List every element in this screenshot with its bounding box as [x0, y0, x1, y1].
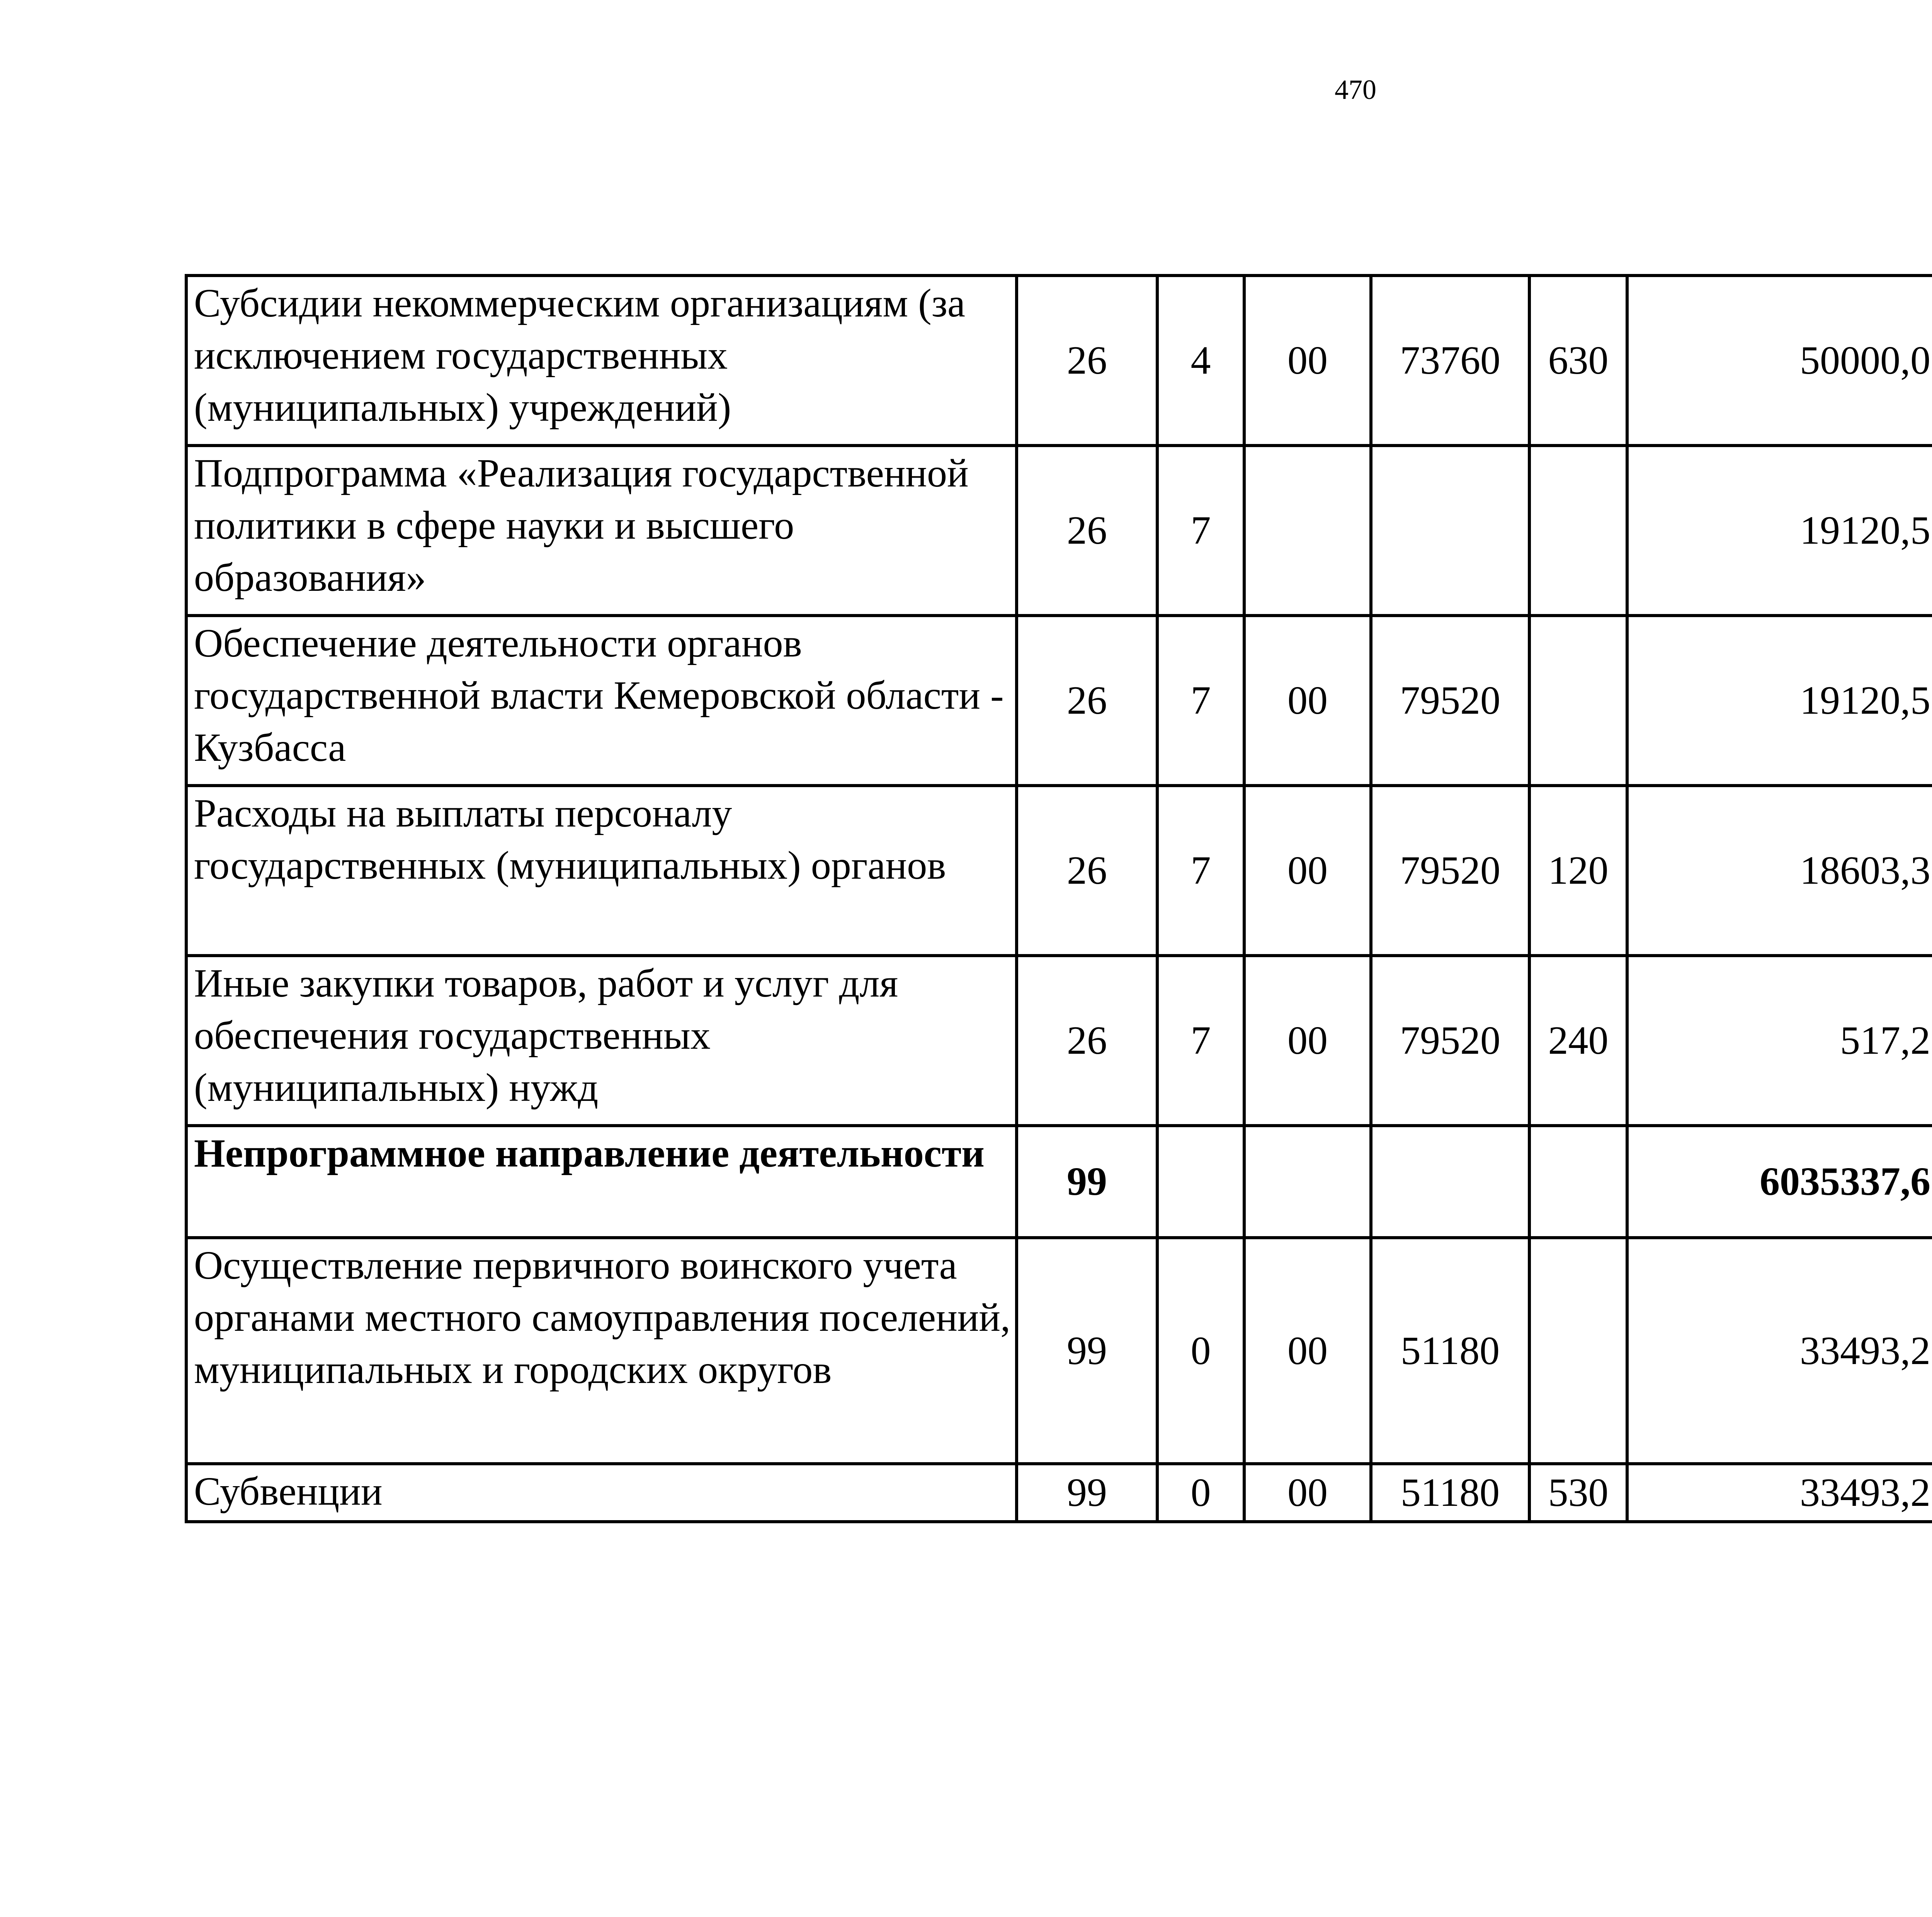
code-cell [1529, 1238, 1627, 1464]
code-cell: 26 [1017, 276, 1157, 446]
table-row [186, 1464, 1932, 1522]
code-cell: 79520 [1371, 616, 1529, 786]
code-cell: 240 [1529, 956, 1627, 1126]
code-cell: 99 [1017, 1464, 1157, 1522]
code-cell: 51180 [1371, 1238, 1529, 1464]
row-name: Субвенции [186, 1464, 1017, 1522]
code-cell: 7 [1157, 446, 1244, 616]
code-cell [1529, 1126, 1627, 1238]
row-name: Расходы на выплаты персоналу государственных (муниципальных) органов [186, 786, 1017, 956]
table-row [186, 956, 1932, 1126]
value-cell: 517,2 [1627, 956, 1932, 1126]
value-cell: 50000,0 [1627, 276, 1932, 446]
code-cell: 7 [1157, 616, 1244, 786]
row-name: Подпрограмма «Реализация государственной политики в сфере науки и высшего образования» [186, 446, 1017, 616]
code-cell: 7 [1157, 786, 1244, 956]
table-row [186, 786, 1932, 956]
table-row [186, 1126, 1932, 1238]
row-name: Непрограммное направление деятельности [186, 1126, 1017, 1238]
value-cell: 19120,5 [1627, 616, 1932, 786]
code-cell: 99 [1017, 1126, 1157, 1238]
page-number: 470 [1335, 74, 1376, 105]
code-cell [1157, 1126, 1244, 1238]
code-cell: 99 [1017, 1238, 1157, 1464]
code-cell: 00 [1244, 276, 1371, 446]
row-name: Обеспечение деятельности органов государственной власти Кемеровской области - Кузбасса [186, 616, 1017, 786]
code-cell [1244, 446, 1371, 616]
budget-table [185, 274, 1932, 1523]
code-cell: 73760 [1371, 276, 1529, 446]
code-cell: 630 [1529, 276, 1627, 446]
code-cell: 00 [1244, 786, 1371, 956]
code-cell: 26 [1017, 616, 1157, 786]
code-cell: 26 [1017, 956, 1157, 1126]
code-cell: 51180 [1371, 1464, 1529, 1522]
value-cell: 18603,3 [1627, 786, 1932, 956]
row-name: Иные закупки товаров, работ и услуг для обеспечения государственных (муниципальных) нужд [186, 956, 1017, 1126]
code-cell: 00 [1244, 956, 1371, 1126]
code-cell: 00 [1244, 1464, 1371, 1522]
value-cell: 33493,2 [1627, 1238, 1932, 1464]
table-row [186, 276, 1932, 446]
value-cell: 19120,5 [1627, 446, 1932, 616]
table-row [186, 1238, 1932, 1464]
code-cell: 120 [1529, 786, 1627, 956]
code-cell [1529, 616, 1627, 786]
code-cell: 7 [1157, 956, 1244, 1126]
code-cell: 0 [1157, 1464, 1244, 1522]
table-row [186, 616, 1932, 786]
code-cell [1371, 446, 1529, 616]
code-cell: 0 [1157, 1238, 1244, 1464]
value-cell: 6035337,6 [1627, 1126, 1932, 1238]
code-cell: 530 [1529, 1464, 1627, 1522]
code-cell: 79520 [1371, 786, 1529, 956]
code-cell: 4 [1157, 276, 1244, 446]
code-cell [1371, 1126, 1529, 1238]
code-cell: 00 [1244, 1238, 1371, 1464]
code-cell [1244, 1126, 1371, 1238]
value-cell: 33493,2 [1627, 1464, 1932, 1522]
row-name: Субсидии некоммерческим организациям (за исключением государственных (муниципальных) учреждений) [186, 276, 1017, 446]
table-row [186, 446, 1932, 616]
code-cell: 00 [1244, 616, 1371, 786]
code-cell: 79520 [1371, 956, 1529, 1126]
row-name: Осуществление первичного воинского учета органами местного самоуправления поселений, муниципальных и городских округов [186, 1238, 1017, 1464]
code-cell: 26 [1017, 446, 1157, 616]
code-cell: 26 [1017, 786, 1157, 956]
code-cell [1529, 446, 1627, 616]
